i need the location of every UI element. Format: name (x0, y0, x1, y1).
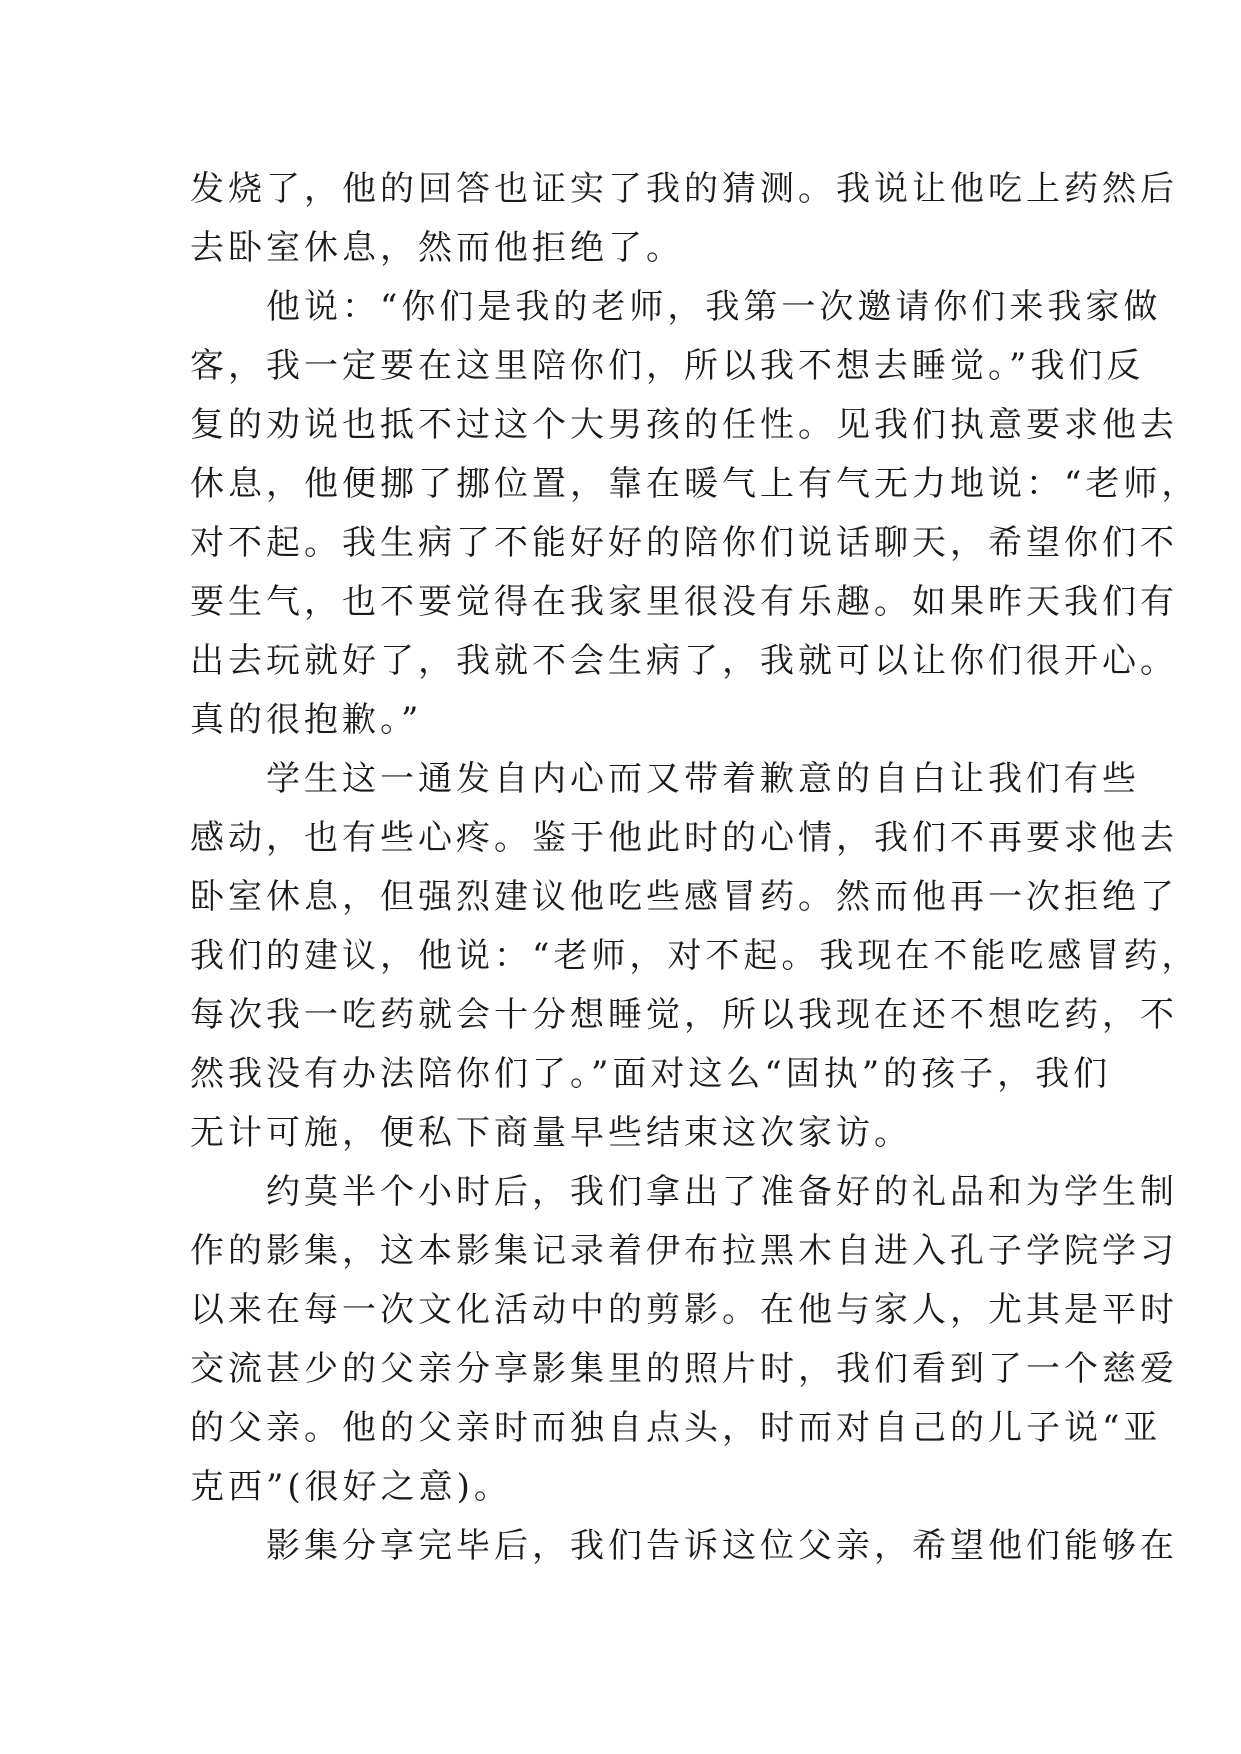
text-line: 他说：“你们是我的老师，我第一次邀请你们来我家做 (190, 287, 1162, 327)
text-line: 交流甚少的父亲分享影集里的照片时，我们看到了一个慈爱 (190, 1349, 1178, 1389)
text-line: 无计可施，便私下商量早些结束这次家访。 (190, 1113, 912, 1153)
text-line: 复的劝说也抵不过这个大男孩的任性。见我们执意要求他去 (190, 405, 1178, 445)
text-line: 真的很抱歉。” (190, 700, 423, 740)
body-text (190, 160, 1200, 1576)
text-line: 休息，他便挪了挪位置，靠在暖气上有气无力地说：“老师， (190, 464, 1200, 504)
text-line: 约莫半个小时后，我们拿出了准备好的礼品和为学生制 (190, 1172, 1178, 1212)
text-line: 去卧室休息，然而他拒绝了。 (190, 228, 684, 268)
text-line: 以来在每一次文化活动中的剪影。在他与家人，尤其是平时 (190, 1290, 1178, 1330)
text-line: 我们的建议，他说：“老师，对不起。我现在不能吃感冒药， (190, 936, 1200, 976)
text-line: 学生这一通发自内心而又带着歉意的自白让我们有些 (190, 759, 1140, 799)
text-line: 然我没有办法陪你们了。”面对这么“固执”的孩子，我们 (190, 1054, 1112, 1094)
text-line: 发烧了，他的回答也证实了我的猜测。我说让他吃上药然后 (190, 169, 1178, 209)
text-line: 客，我一定要在这里陪你们，所以我不想去睡觉。”我们反 (190, 346, 1145, 386)
text-line: 感动，也有些心疼。鉴于他此时的心情，我们不再要求他去 (190, 818, 1178, 858)
text-line: 影集分享完毕后，我们告诉这位父亲，希望他们能够在 (190, 1526, 1178, 1566)
text-line: 的父亲。他的父亲时而独自点头，时而对自己的儿子说“亚 (190, 1408, 1162, 1448)
text-line: 对不起。我生病了不能好好的陪你们说话聊天，希望你们不 (190, 523, 1178, 563)
text-line: 每次我一吃药就会十分想睡觉，所以我现在还不想吃药，不 (190, 995, 1178, 1035)
text-line: 要生气，也不要觉得在我家里很没有乐趣。如果昨天我们有 (190, 582, 1178, 622)
text-line: 作的影集，这本影集记录着伊布拉黑木自进入孔子学院学习 (190, 1231, 1178, 1271)
text-line: 出去玩就好了，我就不会生病了，我就可以让你们很开心。 (190, 641, 1178, 681)
text-line: 卧室休息，但强烈建议他吃些感冒药。然而他再一次拒绝了 (190, 877, 1178, 917)
text-line: 克西”(很好之意)。 (190, 1467, 512, 1507)
